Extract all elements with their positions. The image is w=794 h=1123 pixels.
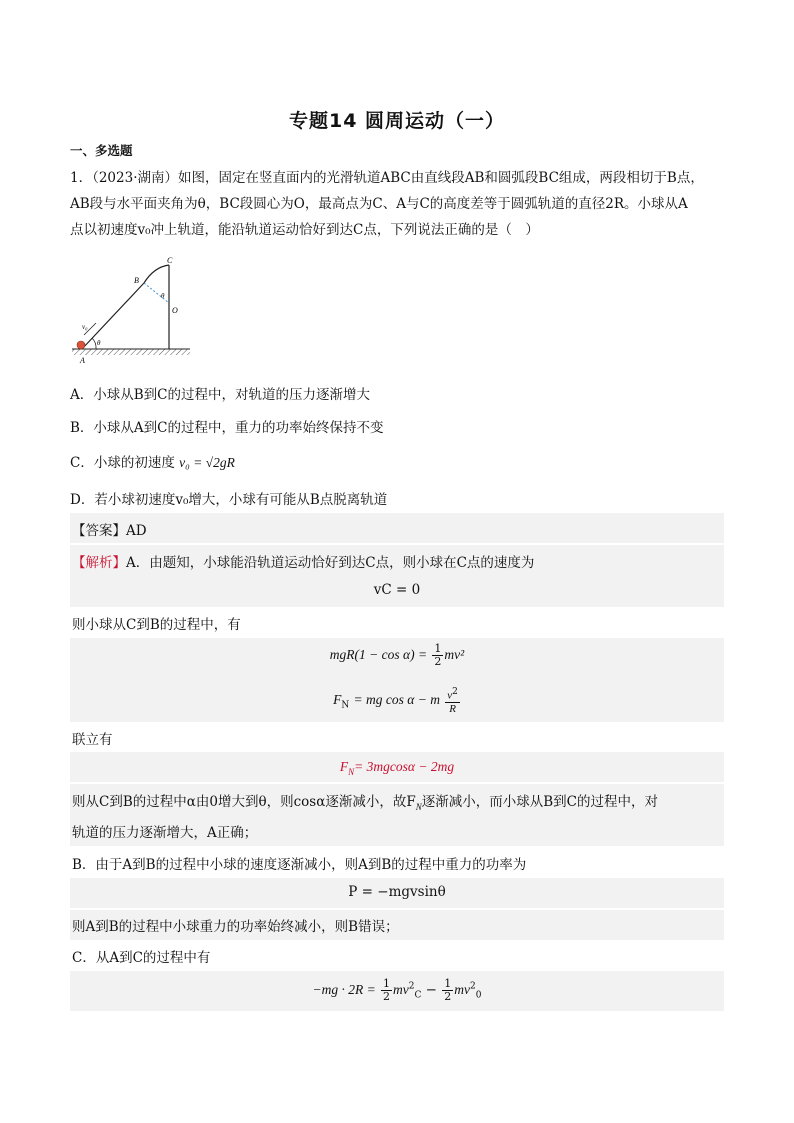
analysis-line-a [72, 551, 534, 571]
label-c: C [167, 256, 173, 265]
analysis-c-line-1: C．从A到C的过程中有 [72, 950, 211, 966]
analysis-label: 【解析】 [72, 555, 126, 571]
question-line-1: 1．（2023·湖南）如图，固定在竖直面内的光滑轨道ABC由直线段AB和圆弧段BC组成，两段相切于B点， [70, 170, 704, 186]
option-d: D．若小球初速度v₀增大，小球有可能从B点脱离轨道 [70, 492, 388, 508]
label-a: A [80, 356, 85, 365]
analysis-a-line-1: 则从C到B的过程中α由0增大到θ，则cosα逐渐减小，故$F_N$逐渐减小，而小球从B到C的过程中，对 [72, 794, 658, 812]
frac-half-2: $\frac{1}{2}$ [383, 977, 390, 1003]
option-b: B．小球从A到C的过程中，重力的功率始终保持不变 [70, 420, 384, 436]
frac-v2-r: $\frac{v^2}{R}$ [447, 687, 458, 715]
equation-normal-force: $F_N$ = mg cos α − m $\frac{v^2}{R}$ [333, 687, 458, 715]
angle-arc-a [92, 338, 96, 349]
eq3-left: F [333, 691, 342, 707]
equation-vc: vC = 0 [373, 582, 421, 598]
question-line-2: AB段与水平面夹角为θ，BC段圆心为O，最高点为C、A与C的高度差等于圆弧轨道的直径2R。小球从A [70, 196, 688, 212]
analysis-b-line-1: B．由于A到B的过程中小球的速度逐渐减小，则A到B的过程中重力的功率为 [72, 857, 527, 873]
eq4-f: F [339, 759, 349, 774]
option-a: A．小球从B到C的过程中，对轨道的压力逐渐增大 [70, 387, 370, 403]
analysis-a1: 则从C到B的过程中α由0增大到θ，则cosα逐渐减小，故F [72, 794, 416, 810]
question-line-3: 点以初速度v₀冲上轨道，能沿轨道运动恰好到达C点，下列说法正确的是（ ） [70, 222, 539, 238]
label-v0: v₀ [82, 323, 88, 331]
option-c [70, 451, 235, 471]
eq2-right: mv² [444, 647, 465, 662]
option-c-expr: v₀ = √2gR [179, 455, 235, 470]
analysis-a1-end: 逐渐减小，而小球从B到C的过程中，对 [421, 794, 658, 810]
equation-work-energy: −mg · 2R = $\frac{1}{2}$ $mv^2_C$ − $\frac{1}{2}$ $mv^2_0$ [312, 977, 482, 1003]
equation-energy [70, 643, 724, 668]
eq4-rest: = 3mgcosα − 2mg [354, 759, 455, 774]
frac-half-3: $\frac{1}{2}$ [444, 977, 452, 1003]
label-theta-o: θ [161, 292, 165, 300]
ground-hatch [72, 349, 190, 355]
analysis-b-line-2: 则A到B的过程中小球重力的功率始终减小，则B错误； [72, 919, 399, 935]
eq6-left: −mg · 2R = [312, 982, 376, 997]
equation-fn-combined: $F_N= 3mgcos\alpha - 2mg$ [339, 759, 455, 777]
section-heading: 一、多选题 [70, 143, 133, 158]
radius-bo [144, 283, 169, 303]
option-c-text: C．小球的初速度 [70, 455, 175, 471]
analysis-a-line-2: 轨道的压力逐渐增大，A正确； [72, 825, 258, 841]
eq6-right: mv [454, 982, 471, 997]
arc-bc [144, 265, 169, 283]
analysis-a-text: A．由题知，小球能沿轨道运动恰好到达C点，则小球在C点的速度为 [126, 555, 535, 571]
eq6-mid: mv [393, 982, 409, 997]
page-title: 专题14 圆周运动（一） [288, 110, 506, 132]
eq2-left: mgR(1 − cos α) = [329, 647, 428, 662]
answer-block-bg [70, 513, 724, 543]
label-b: B [134, 276, 139, 285]
track-diagram [72, 255, 192, 365]
label-theta-a: θ [97, 339, 101, 347]
label-o: O [172, 306, 178, 315]
incline-ab [82, 283, 144, 349]
equation-power: P = −mgvsinθ [348, 884, 446, 900]
combine-text: 联立有 [72, 732, 113, 748]
eq3-mid: = mg cos α − m [353, 691, 440, 707]
ball [77, 341, 85, 349]
question-text [70, 165, 730, 243]
line-c-to-b: 则小球从C到B的过程中，有 [72, 617, 241, 633]
frac-half: $\frac{1}{2}$ [434, 642, 442, 668]
answer-label: 【答案】AD [72, 523, 147, 539]
